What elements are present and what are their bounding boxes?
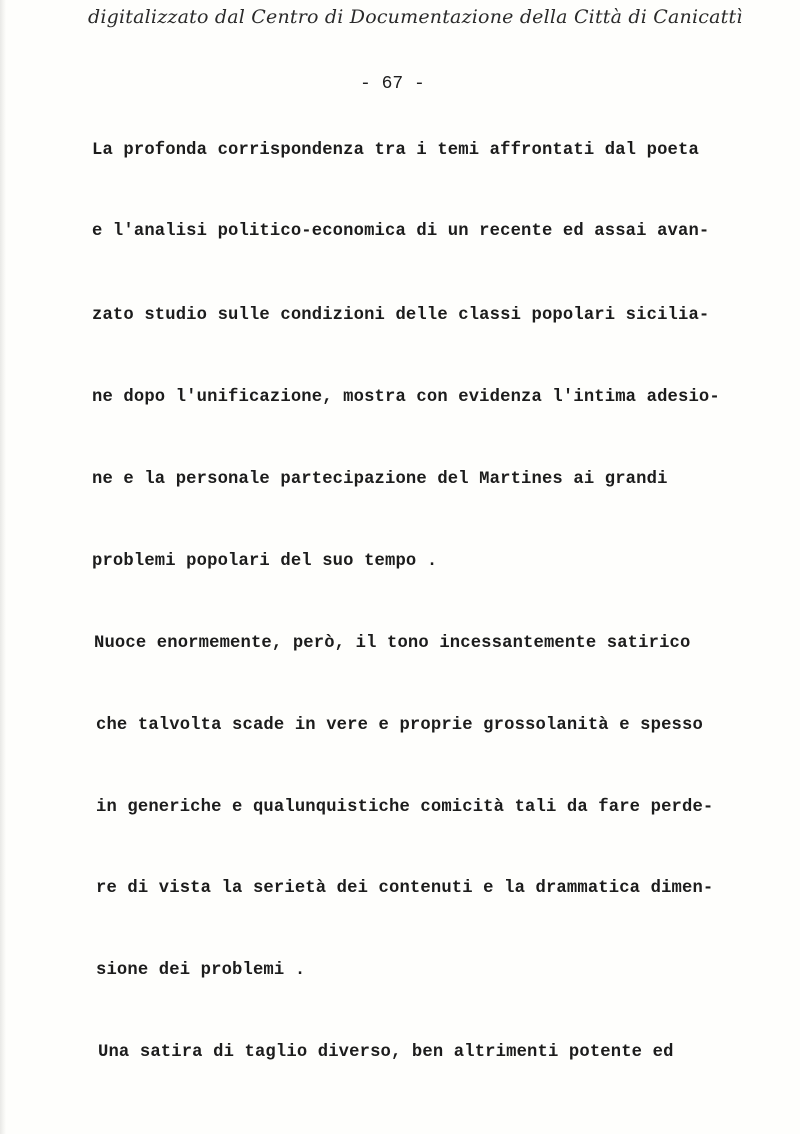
text-line: sione dei problemi . [96, 961, 306, 980]
text-line: ne e la personale partecipazione del Martines ai grandi [92, 470, 668, 489]
text-line: problemi popolari del suo tempo . [92, 552, 438, 571]
text-line: che talvolta scade in vere e proprie grossolanità e spesso [96, 716, 703, 735]
text-line: Una satira di taglio diverso, ben altrimenti potente ed [98, 1043, 674, 1062]
text-line: zato studio sulle condizioni delle classi popolari sicilia- [92, 306, 710, 325]
page-number: - 67 - [360, 74, 425, 94]
text-line: e l'analisi politico-economica di un recente ed assai avan- [92, 222, 710, 241]
text-line: La profonda corrispondenza tra i temi affrontati dal poeta [92, 141, 699, 160]
text-line: in generiche e qualunquistiche comicità tali da fare perde- [96, 798, 714, 817]
text-line: Nuoce enormemente, però, il tono incessantemente satirico [94, 634, 691, 653]
text-line: ne dopo l'unificazione, mostra con evidenza l'intima adesio- [92, 388, 720, 407]
text-line: re di vista la serietà dei contenuti e la drammatica dimen- [96, 879, 714, 898]
digitization-watermark: digitalizzato dal Centro di Documentazione della Città di Canicattì [88, 6, 743, 28]
page-edge-shadow [0, 0, 6, 1134]
